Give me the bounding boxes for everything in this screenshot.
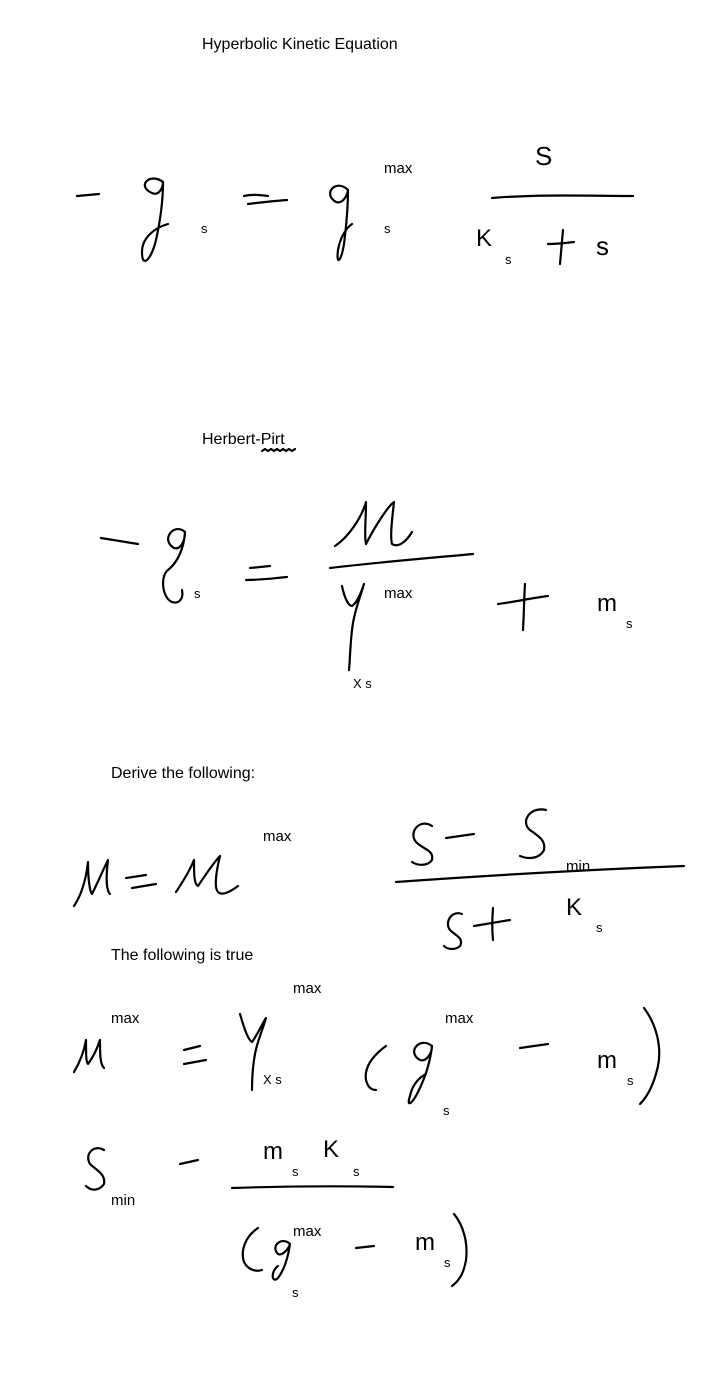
eq5-minus-denominator: [356, 1246, 374, 1248]
eq5-sub-min: min: [111, 1192, 136, 1209]
eq2-q-stroke: [163, 529, 185, 602]
eq4-close-paren: [640, 1008, 659, 1104]
eq5-m-denominator: m: [415, 1229, 435, 1256]
eq1-fraction-bar: [492, 196, 633, 199]
eq2-fraction-bar: [330, 554, 473, 568]
heading-derive: Derive the following:: [111, 765, 256, 782]
eq4-sup-max-mu: max: [111, 1010, 140, 1027]
eq5-sub-s-m-numerator: s: [292, 1164, 299, 1179]
heading-hyperbolic-kinetic: Hyperbolic Kinetic Equation: [202, 36, 398, 53]
eq4-minus-stroke: [520, 1044, 548, 1048]
eq1-q-right-stroke: [330, 186, 352, 260]
eq2-m: m: [597, 590, 617, 617]
eq4-sub-s-q: s: [443, 1103, 450, 1118]
eq2-mu-stroke: [335, 502, 412, 546]
heading-herbert-prefix: Herbert-: [202, 431, 261, 448]
eq2-minus-stroke: [101, 538, 138, 544]
eq2-sub-xs: X s: [353, 676, 372, 691]
eq3-fraction-bar: [396, 866, 684, 882]
eq4-equals-stroke: [184, 1046, 206, 1064]
eq1-numerator-s: S: [535, 141, 553, 171]
eq1-sup-max: max: [384, 160, 413, 177]
eq4-sub-s-m: s: [627, 1073, 634, 1088]
eq3-sub-s-K: s: [596, 920, 603, 935]
eq2-equals-stroke: [246, 566, 287, 580]
eq5-sub-s-m-denominator: s: [444, 1255, 451, 1270]
eq2-Y-stroke: [342, 584, 364, 670]
spellcheck-squiggle: [262, 449, 295, 451]
eq5-open-paren: [243, 1228, 262, 1271]
eq4-mu-stroke: [74, 1040, 104, 1072]
heading-herbert-suffix: Pirt: [260, 431, 285, 448]
eq3-minus-numerator: [446, 834, 474, 838]
eq3-K: K: [566, 894, 583, 921]
eq1-plus-stroke: [548, 230, 574, 264]
eq5-minus-stroke: [180, 1160, 198, 1164]
eq2-plus-stroke: [498, 584, 548, 630]
eq1-sub-s-q: s: [384, 221, 391, 236]
eq3-S-numerator-stroke: [412, 824, 432, 865]
eq4-sup-max-q: max: [445, 1010, 474, 1027]
eq5-close-paren: [452, 1214, 467, 1286]
eq5-q-stroke: [273, 1241, 290, 1280]
eq2-sub-s: s: [194, 586, 201, 601]
eq5-sub-s-q: s: [292, 1285, 299, 1300]
eq5-m-numerator: m: [263, 1138, 283, 1165]
eq4-m: m: [597, 1047, 617, 1074]
eq3-mu-left-stroke: [74, 860, 110, 906]
eq5-sup-max-q: max: [293, 1223, 322, 1240]
eq5-sub-s-K-numerator: s: [353, 1164, 360, 1179]
eq4-sub-xs: X s: [263, 1072, 282, 1087]
eq1-sub-s-left: s: [201, 221, 208, 236]
eq1-q-left-stroke: [142, 179, 168, 261]
eq3-equals-stroke: [126, 875, 156, 888]
eq4-q-stroke: [409, 1043, 432, 1103]
eq1-equals-stroke: [244, 195, 287, 204]
eq3-sub-min: min: [566, 858, 591, 875]
eq3-sup-max: max: [263, 828, 292, 845]
eq4-open-paren: [366, 1046, 386, 1090]
eq5-fraction-bar: [232, 1186, 393, 1188]
eq3-mu-right-stroke: [176, 856, 238, 894]
heading-following-true: The following is true: [111, 947, 254, 964]
eq1-minus-stroke: [77, 194, 99, 196]
eq5-S-stroke: [86, 1148, 104, 1189]
eq3-plus-denominator: [474, 908, 510, 940]
eq4-Y-stroke: [240, 1014, 266, 1090]
eq4-sup-max-Y: max: [293, 980, 322, 997]
eq3-S-denominator-stroke: [444, 913, 462, 949]
eq5-K-numerator: K: [323, 1136, 340, 1163]
eq1-sub-s-K: s: [505, 252, 512, 267]
eq1-denominator-K: K: [476, 225, 493, 252]
eq3-S-min-stroke: [520, 809, 546, 858]
eq2-sup-max: max: [384, 585, 413, 602]
eq2-sub-s-m: s: [626, 616, 633, 631]
eq1-denominator-s: s: [596, 231, 609, 261]
